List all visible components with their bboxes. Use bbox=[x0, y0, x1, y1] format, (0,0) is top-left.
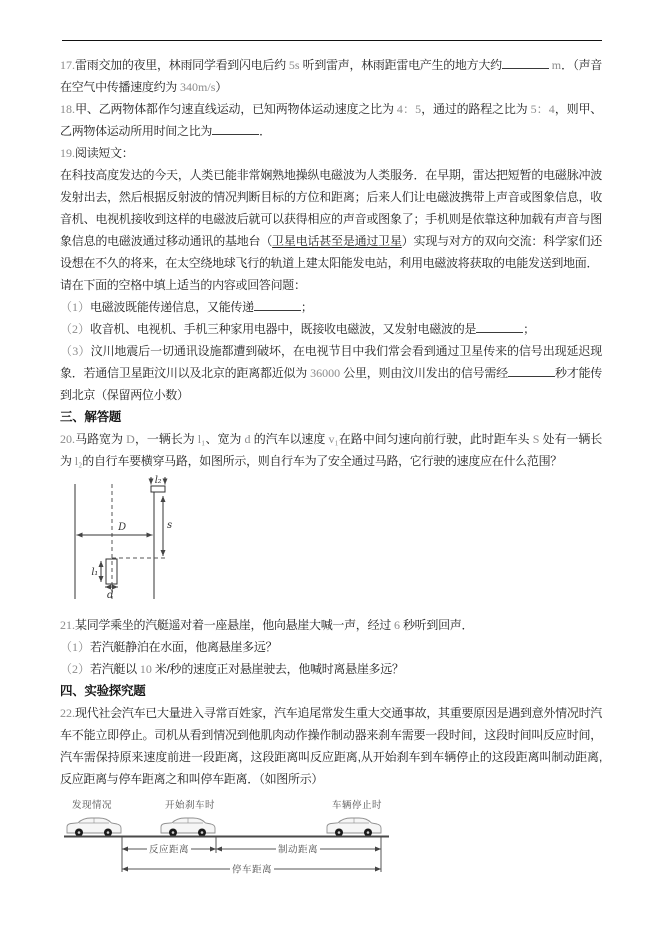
fill-in-blank bbox=[508, 364, 555, 377]
text-segment: 36000 bbox=[310, 366, 341, 380]
road-crossing-figure bbox=[60, 475, 190, 611]
text-segment: 公里，则由汶川发出的信号需经 bbox=[340, 366, 508, 380]
text-segment: 秒才能传到北京（保留两位小数） bbox=[60, 366, 602, 402]
text-segment: ．（声音在空气中传播速度约为 bbox=[60, 58, 602, 94]
text-segment: 甲、乙两物体都作匀速直线运动，已知两物体运动速度之比为 bbox=[75, 102, 397, 116]
reaction-distance-dimension bbox=[122, 844, 216, 856]
text-segment: 20. bbox=[60, 432, 75, 446]
text-segment: 处有一辆长为 bbox=[60, 432, 602, 468]
text-segment: 汶川地震后一切通讯设施都遭到破坏，在电视节目中我们常会看到通过卫星传来的信号出现延迟现象．若通信卫星距汶川以及北京的距离都近似为 bbox=[60, 344, 602, 380]
text-segment: 米/秒的速度正对悬崖驶去，他喊时离悬崖多远？ bbox=[151, 662, 404, 676]
braking-distance-figure bbox=[62, 798, 394, 878]
text-segment: 、宽为 bbox=[205, 432, 245, 446]
distance-s-dimension bbox=[163, 496, 172, 556]
text-segment: 的自行车要横穿马路，如图所示，则自行车为了安全通过马路，它行驶的速度应在什么范围？ bbox=[82, 454, 562, 468]
text-segment: 卫星电话甚至是通过卫星 bbox=[272, 234, 402, 248]
text-segment: 的汽车以速度 bbox=[250, 432, 329, 446]
text-segment: ，则甲、乙两物体运动所用时间之比为 bbox=[60, 102, 602, 138]
question-19-prompt bbox=[60, 274, 602, 296]
text-segment: l₂ bbox=[74, 454, 83, 468]
label-braking-distance: 制动距离 bbox=[277, 844, 319, 856]
stage-labels bbox=[72, 799, 382, 811]
text-segment: 现代社会汽车已大量进入寻常百姓家，汽车追尾常发生重大交通事故，其重要原因是遇到意外情况时汽车不能立即停止。司机从看到情况到他肌肉动作操作制动器来刹车需要一段时间，这段时间叫反应时间，汽车需保持原来速度前进一段距离，这段距离叫反应距离,从开始刹车到车辆停止的这段距离叫制动距离,反应距离与停车距离之和叫停车距离．（如图所示） bbox=[60, 706, 602, 786]
label-vehicle-stop: 车辆停止时 bbox=[331, 800, 383, 811]
text-segment: ； bbox=[300, 300, 313, 314]
question-20-text bbox=[60, 428, 602, 472]
fill-in-blank bbox=[254, 298, 301, 311]
text-segment: 在科技高度发达的今天，人类已能非常娴熟地操纵电磁波为人类服务．在早期，雷达把短暂的电磁脉冲波发射出去，然后根据反射波的情况判断目标的方位和距离；后来人们让电磁波携带上声音或图象信息，收音机、电视机接收到这样的电磁波后就可以获得相应的声音或图象了；手机则是依靠这种加载有声音与图象信息的电磁波通过移动通讯的基地台（ bbox=[60, 168, 602, 248]
section-4-heading: 四、实验探究题 bbox=[60, 684, 146, 698]
question-21-blank-2 bbox=[60, 658, 602, 680]
text-segment: d bbox=[244, 432, 251, 446]
text-segment: 22. bbox=[60, 706, 75, 720]
text-segment: v₁ bbox=[328, 432, 339, 446]
text-segment: 19. bbox=[60, 146, 75, 160]
question-19-blank-1 bbox=[60, 296, 602, 318]
section-3-heading: 三、解答题 bbox=[60, 410, 122, 424]
label-stopping-distance: 停车距离 bbox=[231, 864, 273, 876]
text-segment: 21. bbox=[60, 618, 75, 632]
question-19-passage bbox=[60, 164, 602, 274]
bicycle-rect bbox=[151, 486, 165, 492]
car-icon bbox=[161, 818, 215, 837]
text-segment: （2） bbox=[60, 662, 91, 676]
question-22-text bbox=[60, 702, 602, 790]
text-segment: 雷雨交加的夜里，林雨同学看到闪电后约 bbox=[75, 58, 289, 72]
label-d: d bbox=[106, 590, 114, 601]
text-segment: 请在下面的空格中填上适当的内容或回答问题： bbox=[60, 278, 306, 292]
text-segment: 在路中间匀速向前行驶，此时距车头 bbox=[338, 432, 533, 446]
text-segment: 18. bbox=[60, 102, 75, 116]
page-content bbox=[60, 54, 602, 878]
label-brake-start: 开始刹车时 bbox=[164, 800, 216, 811]
text-segment: 4：5 bbox=[396, 102, 422, 116]
text-segment: 若汽艇静泊在水面，他离悬崖多远？ bbox=[90, 640, 278, 654]
text-segment: 听到雷声，林雨距雷电产生的地方大约 bbox=[299, 58, 502, 72]
text-segment: （3） bbox=[60, 344, 91, 358]
label-s: s bbox=[167, 520, 172, 531]
question-19-blank-2 bbox=[60, 318, 602, 340]
braking-distance-dimension bbox=[216, 844, 381, 856]
text-segment: （1） bbox=[60, 640, 91, 654]
question-17-text bbox=[60, 54, 602, 98]
text-segment: 5s bbox=[288, 58, 300, 72]
text-segment: 5：4 bbox=[530, 102, 555, 116]
question-19-blank-3 bbox=[60, 340, 602, 406]
road-width-dimension bbox=[77, 522, 153, 535]
text-segment: S bbox=[532, 432, 540, 446]
label-discover-situation: 发现情况 bbox=[71, 800, 113, 811]
text-segment: 10 bbox=[139, 662, 152, 676]
fill-in-blank bbox=[502, 56, 549, 69]
text-segment: （2） bbox=[60, 322, 91, 336]
text-segment: ，一辆长为 bbox=[134, 432, 198, 446]
text-segment: ） bbox=[215, 80, 228, 94]
text-segment: 340m/s bbox=[180, 80, 216, 94]
text-segment: 阅读短文： bbox=[75, 146, 134, 160]
label-l2: l₂ bbox=[154, 475, 162, 486]
text-segment: m bbox=[548, 58, 562, 72]
text-segment: 收音机、电视机、手机三种家用电器中，既接收电磁波，又发射电磁波的是 bbox=[90, 322, 477, 336]
car-icon bbox=[327, 818, 381, 837]
label-reaction-distance: 反应距离 bbox=[148, 844, 190, 856]
question-21-text bbox=[60, 614, 602, 636]
road-edges bbox=[75, 484, 154, 599]
question-18-text bbox=[60, 98, 602, 142]
text-segment: （1） bbox=[60, 300, 91, 314]
text-segment: 某同学乘坐的汽艇遥对着一座悬崖，他向悬崖大喊一声，经过 bbox=[75, 618, 394, 632]
fill-in-blank bbox=[476, 320, 523, 333]
text-segment: l₁ bbox=[197, 432, 206, 446]
text-segment: 电磁波既能传递信息，又能传递 bbox=[90, 300, 254, 314]
page-header-rule bbox=[62, 40, 602, 41]
text-segment: 6 bbox=[393, 618, 400, 632]
car-icon bbox=[67, 818, 121, 837]
text-segment: ，通过的路程之比为 bbox=[421, 102, 531, 116]
text-segment: 若汽艇以 bbox=[90, 662, 140, 676]
text-segment: 秒听到回声． bbox=[399, 618, 474, 632]
text-segment: 17. bbox=[60, 58, 75, 72]
fill-in-blank bbox=[212, 122, 259, 135]
text-segment: ）实现与对方的双向交流：科学家们还设想在不久的将来，在太空绕地球飞行的轨道上建太阳能发电站，利用电磁波将获取的电能发送到地面． bbox=[60, 234, 603, 270]
question-21-blank-1 bbox=[60, 636, 602, 658]
question-19-intro bbox=[60, 142, 602, 164]
cars bbox=[67, 818, 381, 837]
text-segment: ； bbox=[523, 322, 535, 336]
car-marker bbox=[91, 559, 118, 601]
text-segment: ． bbox=[259, 124, 271, 138]
label-l1: l₁ bbox=[91, 567, 98, 578]
stopping-distance-dimension bbox=[122, 864, 381, 876]
text-segment: D bbox=[126, 432, 135, 446]
text-segment: 马路宽为 bbox=[75, 432, 127, 446]
label-D: D bbox=[118, 522, 126, 533]
bicycle-marker bbox=[151, 475, 165, 492]
